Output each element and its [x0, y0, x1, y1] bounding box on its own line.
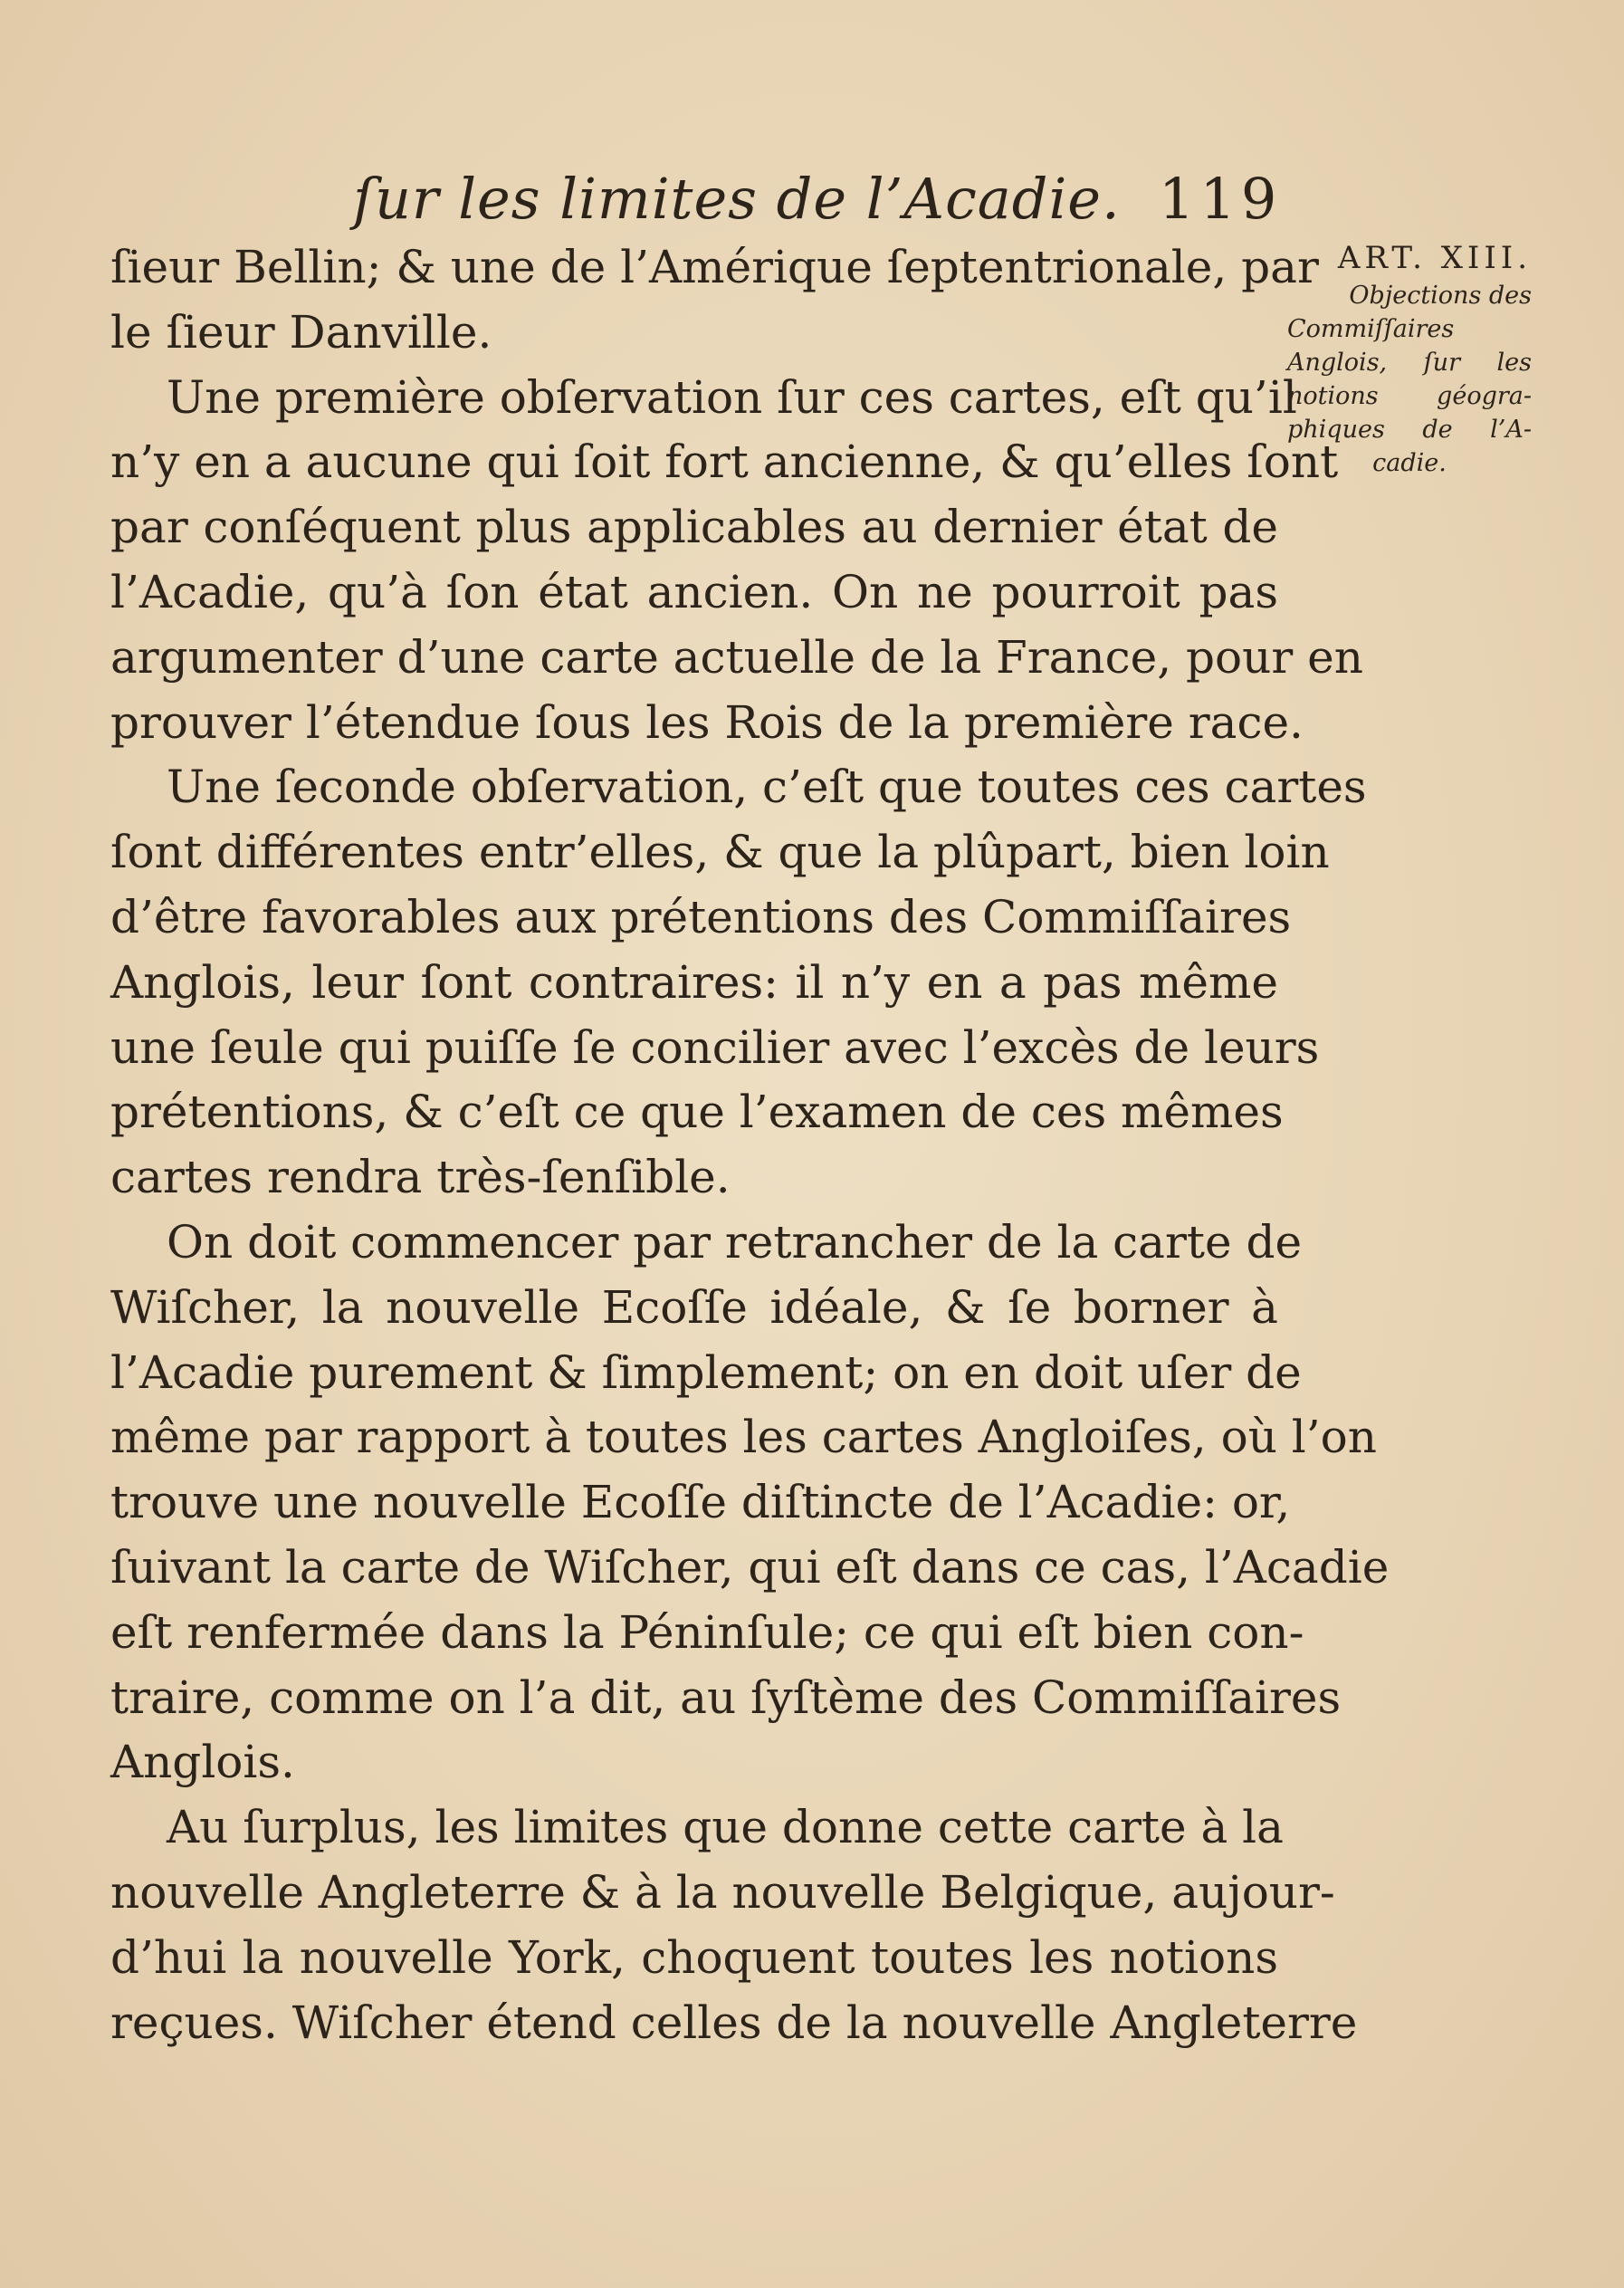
text-line: trouve une nouvelle Ecoſſe diſtincte de l’Acadie: or, — [110, 1476, 1291, 1529]
text-line: cartes rendra très-ſenſible. — [110, 1151, 731, 1204]
text-line: d’hui la nouvelle York, choquent toutes les notions — [110, 1930, 1278, 1984]
running-title: ſur les limites de l’Acadie. — [353, 166, 1121, 232]
text-line: l’Acadie, qu’à ſon état ancien. On ne pourroit pas — [110, 565, 1278, 618]
text-line: Une ſeconde obſervation, c’eſt que toutes ces cartes — [167, 761, 1367, 814]
text-line: Au ſurplus, les limites que donne cette carte à la — [167, 1801, 1284, 1854]
text-line: Anglois, leur ſont contraires: il n’y en a pas même — [110, 955, 1278, 1009]
margin-note-line: phiques de l’A- — [1287, 416, 1532, 444]
page-number: 119 — [1159, 166, 1283, 232]
margin-note — [1287, 237, 1532, 480]
text-line: On doit commencer par retrancher de la carte de — [167, 1215, 1303, 1268]
text-line: nouvelle Angleterre & à la nouvelle Belgique, aujour- — [110, 1865, 1335, 1919]
text-line: Wiſcher, la nouvelle Ecoſſe idéale, & ſe borner à — [110, 1280, 1278, 1334]
margin-note-line: Anglois, ſur les — [1287, 349, 1532, 377]
text-line: l’Acadie purement & ſimplement; on en doit uſer de — [110, 1345, 1302, 1399]
text-line: même par rapport à toutes les cartes Angloiſes, où l’on — [110, 1411, 1377, 1464]
text-line: Anglois. — [110, 1736, 295, 1789]
text-line: eſt renfermée dans la Péninſule; ce qui eſt bien con- — [110, 1605, 1304, 1659]
margin-note-line: Objections des — [1349, 282, 1532, 310]
text-line: prouver l’étendue ſous les Rois de la première race. — [110, 695, 1304, 749]
margin-note-line: cadie. — [1372, 449, 1447, 477]
text-line: traire, comme on l’a dit, au ſyſtème des Commiſſaires — [110, 1671, 1342, 1724]
text-line: par conſéquent plus applicables au dernier état de — [110, 501, 1278, 554]
text-line: reçues. Wiſcher étend celles de la nouvelle Angleterre — [110, 1996, 1358, 2049]
margin-note-heading: ART. XIII. — [1337, 240, 1532, 276]
text-line: n’y en a aucune qui ſoit fort ancienne, & qu’elles ſont — [110, 436, 1339, 489]
text-line: une ſeule qui puiſſe ſe concilier avec l’excès de leurs — [110, 1020, 1320, 1074]
body-text — [110, 235, 1390, 2055]
text-line: ſont différentes entr’elles, & que la plûpart, bien loin — [110, 826, 1330, 879]
running-head — [109, 158, 1283, 240]
text-line: ſieur Bellin; & une de l’Amérique ſeptentrionale, par — [110, 241, 1319, 293]
text-line: argumenter d’une carte actuelle de la France, pour en — [110, 630, 1363, 684]
text-line: ſuivant la carte de Wiſcher, qui eſt dans ce cas, l’Acadie — [110, 1540, 1390, 1594]
text-line: d’être favorables aux prétentions des Commiſſaires — [110, 890, 1292, 943]
text-line: prétentions, & c’eſt ce que l’examen de ces mêmes — [110, 1086, 1284, 1139]
margin-note-line: notions géogra- — [1287, 382, 1532, 410]
text-line: le ſieur Danville. — [110, 305, 492, 359]
text-line: Une première obſervation ſur ces cartes, eſt qu’il — [167, 370, 1297, 424]
margin-note-line: Commiſſaires — [1287, 315, 1455, 343]
